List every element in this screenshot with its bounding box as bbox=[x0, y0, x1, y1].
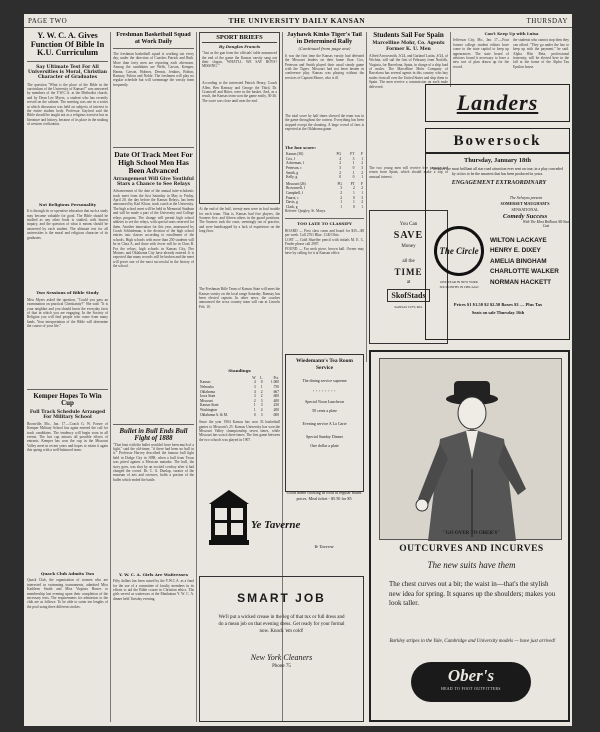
wiedemann-evening: Evening service A La Carte bbox=[302, 420, 347, 426]
prices-text: Prices $1 $1.50 $2 $2.50 Boxes $3 — Plus Tax bbox=[453, 301, 543, 307]
sensational-text: SENSATIONAL bbox=[511, 206, 539, 212]
column-rule bbox=[110, 32, 111, 722]
kemper-subhead: Full Track Schedule Arranged For Military School bbox=[29, 409, 106, 420]
sport-briefs-title: SPORT BRIEFS bbox=[202, 35, 277, 43]
ywca-headline: Y. W. C. A. Gives Function Of Bible In K.U. Curriculum bbox=[30, 32, 105, 58]
seats-text: Seats on sale Thursday 16th bbox=[471, 309, 525, 315]
circle-sub-1: ONE YEAR IN NEW YORK bbox=[440, 279, 478, 284]
cast-list bbox=[490, 236, 570, 289]
lantern-icon bbox=[205, 488, 253, 550]
newspaper-page bbox=[24, 14, 572, 726]
column-1 bbox=[27, 32, 108, 722]
cast-member: WILTON LACKAYE bbox=[490, 236, 547, 244]
standings-row: Kansas State 1 3 .250 bbox=[200, 403, 279, 408]
box-score-row: Smith, g 2 1 2 bbox=[286, 170, 363, 175]
spain-subhead: Marcelline Mohr, Co. Agents Former K. U. Men bbox=[372, 41, 445, 52]
bull-headline: Bullet in Bull Ends Bull Fight of 1888 bbox=[119, 428, 188, 443]
smart-job-phone: Phone 75 bbox=[272, 664, 291, 670]
smart-job-ad bbox=[199, 576, 364, 722]
standings-title: Standings bbox=[228, 368, 251, 374]
classified-head: TOO LATE TO CLASSIFY bbox=[297, 221, 352, 227]
wiedemann-title: Wiedemann's Tea Room Service bbox=[295, 358, 354, 371]
save-money: Money bbox=[401, 244, 416, 249]
luisa-body: Jefferson City, Mo., Jan. 17.—Four former college student editors have come to the state capitol to keep up appearances. The state board of advisers found it necessary to have a new sort of plan drawn up for the record. bbox=[453, 38, 509, 69]
masthead-title: THE UNIVERSITY DAILY KANSAN bbox=[228, 16, 366, 25]
box-score-row: Clark, g 1 0 1 bbox=[286, 204, 363, 209]
cast-member: AMELIA BINGHAM bbox=[490, 257, 547, 265]
bible-study-head: Two Sessions of Bible Study bbox=[36, 290, 99, 296]
jayhawk-subhead: (Continued from page one) bbox=[298, 46, 351, 52]
column-6-top bbox=[453, 32, 570, 80]
jayhawk-body: It was the first time the Kansas varsity had defeated the Missouri leaders on their home floor. Cox, Peterson and Smith played their usual steady game with the Tigers. Missouri had not been beaten in conference play. Kansas was playing without the services of Captain Moore, who is ill. bbox=[285, 53, 364, 80]
wiedemann-line1: The dining service supreme bbox=[302, 377, 347, 383]
smart-job-title: SMART JOB bbox=[237, 591, 326, 605]
ywca-girls-head: Y. W. C. A. Girls Are Waitresses bbox=[119, 571, 188, 577]
standings-row: Iowa State 3 2 .600 bbox=[200, 394, 279, 399]
spain-body-2: The two young men will receive free passage and return from Spain, which should make a trip of unusual interest. bbox=[369, 165, 448, 179]
sport-body-2: The Freshman Rifle Team of Kansas State will meet the Kansas varsity on the local range Saturday. Ramsay has been elected captain. In other news, the coaches announced the cross country team will run at Lincoln Feb. 10. bbox=[199, 287, 280, 309]
track-meet-headline: Date Of Track Meet For High School Men Has Been Advanced bbox=[114, 150, 193, 175]
box-score-row: Campbell, f 2 1 1 bbox=[286, 190, 363, 195]
engagement-text: ENGAGEMENT EXTRAORDINARY bbox=[451, 179, 547, 186]
save-store-sub: KANSAS CITY, MO. bbox=[394, 305, 423, 309]
obers-headline: OUTCURVES AND INCURVES bbox=[399, 544, 544, 554]
save-time: TIME bbox=[394, 267, 423, 277]
box-score-row: Peterson, c 3 0 3 bbox=[286, 165, 363, 170]
box-score-row: Ackerman, f 2 1 2 bbox=[286, 161, 363, 166]
spain-body: Alfred Arrowsmith, Jr'24, and Garland Lattin, Jr'24, of Wichita, will sail the first of February from Norfolk, Virginia, for Barcelona, Spain, in charge of a ship load of mules. The Marcelline Mohr Company of Barcelona has several agents in this country who buy mules from all over the United States and ship them to Spain. The men receive a commission on each mule delivered. bbox=[369, 53, 448, 89]
classified-body: BOARD — First class room and board for $35—$8 per week. Call 2761 Blue. 1140 Ohio. LOST — Gold Shaeffer pencil with initials M. E. C. Finder please call 2907. FOUND — Fur neck piece, brown ball. Owner may have by calling for it at Kansan office. bbox=[285, 228, 364, 255]
freshman-headline: Freshman Basketball Squad at Work Daily bbox=[116, 32, 191, 45]
standings-row: Missouri 2 3 .400 bbox=[200, 398, 279, 403]
cast-member: CHARLOTTE WALKER bbox=[490, 268, 559, 276]
column-4 bbox=[285, 32, 364, 362]
cast-member: NORMAN HACKETT bbox=[490, 278, 552, 286]
cast-member: HENRY E. DIXEY bbox=[490, 247, 541, 255]
box-score-header: Kansas (30) FG FT F bbox=[286, 152, 363, 157]
wiedemann-sunday: Special Sunday Dinner bbox=[306, 433, 343, 439]
wiedemann-sunday-price: One dollar a plate bbox=[310, 442, 339, 448]
ywca-section-head: Not Religious Personality bbox=[38, 201, 97, 207]
obers-stripes: Barkley stripes in the Yale, Cambridge and University models — have just arrived! bbox=[389, 639, 556, 644]
selwyns-text: The Selwyns present bbox=[509, 194, 543, 200]
ywca-section-body: It is through its co-operative education that such a study may become valuable for good. The Bible should be studied as any other book is studied, with honest inquiry, and the question of what it means should be answered by each student. The ultimate test for all universities is the moral and religious character of its graduates. bbox=[27, 209, 108, 240]
quack-head: Quack Club Admits Two bbox=[40, 570, 95, 576]
ywca-subhead: Say Ultimate Test For All Universities is Moral, Christian Character of Graduates bbox=[27, 65, 108, 81]
standings-row: Washington 1 4 .200 bbox=[200, 407, 279, 412]
jayhawk-headline: Jayhawk Kinks Tiger's Tail in Determined Rally bbox=[287, 32, 362, 45]
box-score-header: Missouri (26) FG FT F bbox=[286, 181, 363, 186]
standings-row: Nebraska 3 1 .750 bbox=[200, 384, 279, 389]
ywca-girls-body: Fifty dollars has been raised by the Y.W.C.A. as a fund for the use of a committee of faculty members in its efforts to aid the Bible course in Christian ethics. The girls served as waitresses at the Manhattan Y. W. C. A. dinner held Tuesday evening. bbox=[113, 579, 194, 601]
landers-logo: Landers bbox=[456, 90, 539, 115]
smart-job-store: New York Cleaners bbox=[250, 653, 313, 663]
box-score-row: Faurot, c 2 0 3 bbox=[286, 195, 363, 200]
obers-logo-text: Ober's bbox=[447, 666, 495, 685]
spain-headline: Students Sail For Spain bbox=[373, 32, 444, 39]
circle-title: The Circle bbox=[439, 245, 479, 256]
standings-table bbox=[199, 376, 280, 417]
standings-header: W L Pct. bbox=[252, 375, 279, 380]
masthead-day: THURSDAY bbox=[526, 16, 568, 25]
sport-body: At the end of the half, twenty men were in foul trouble for each team. That is, Kansas had five players, the Sooners five, and fifteen others in the guard positions. The Sooners took the court, seemingly out of practice, and were handicapped by a lack of experience on the long floor. bbox=[199, 207, 280, 234]
standings-row: Kansas 4 0 1.000 bbox=[200, 380, 279, 385]
quack-body: Quack Club, the organization of women who are interested in swimming tournaments, admitted Miss Kathleen Smith and Miss Virginia Hawes to membership last evening upon their completion of the necessary tests. The requirements for admission to the club are as follows: To be able to swim ten lengths of the pool using three different strokes. bbox=[27, 578, 108, 609]
taverne-tagline: Good home cooking in food at regular board prices. Meal ticket - $5.50 for $5 bbox=[286, 490, 362, 501]
sport-briefs-box bbox=[199, 32, 280, 204]
sport-briefs-quote: "Just as the gun from the officials' table announced the end of the game the Kansas varsity sang out their slogan, 'WHAT'LL WE SAY BOYS? MISSING'." bbox=[202, 51, 277, 69]
obers-photo-caption: "GO OVER TO OBER'S" bbox=[443, 531, 500, 536]
save-all-the: all the bbox=[402, 259, 415, 264]
taverne-logo: Ye Taverne bbox=[251, 519, 301, 531]
masthead-page: PAGE TWO bbox=[28, 16, 68, 25]
save-store-name: SkofStads bbox=[387, 289, 429, 302]
column-rule bbox=[450, 32, 451, 87]
luisa-head: Can't Keep Up with Luisa bbox=[484, 32, 539, 36]
obers-ad bbox=[369, 350, 570, 722]
luisa-body-2: the students who cannot stop then they can afford. "They go under the law to keep up with the payment," he said. Alpha Rho Beta, professional fraternity, will be elected here in the fall at the home of the Alpha Tau Epsilon house. bbox=[513, 38, 569, 69]
all-star-text: With The Most Brilliant All-Star Cast bbox=[522, 219, 570, 228]
landers-ad bbox=[425, 84, 570, 122]
smart-job-body: We'll put a wicked crease in the leg of that tux or full dress and do a mean job on that evening dress. Get ready for your formal now. Knock 'em cold! bbox=[218, 615, 345, 634]
box-score-row: Kelly, g 0 0 1 bbox=[286, 175, 363, 180]
sport-body-3: Since the year 1904 Kansas has won 33 basketball games to Missouri's 25. Kansas University has won the Missouri Valley championship seven times, while Missouri has won it three times. The first game between the two schools was played in 1907. bbox=[199, 420, 280, 442]
track-meet-subhead: Arrangement Will Give Youthful Stars a Chance to See Relays bbox=[113, 176, 194, 188]
ywca-body: The question "What is the place of the Bible in the curriculum of the University of Kansas?" was answered by members of the Y.W.C.A. at the Methodist church, and by Dean Lee Myers, a student who has recently served on the cabinet. The meeting was one in a series at which discussion was held on subjects of interest to the entire student body. Professor Gaylord said the Bible should be taught not as a religious exercise but as literature and history, because of its place in the making of western civilization. bbox=[27, 82, 108, 127]
save-at: at bbox=[406, 280, 411, 285]
obers-photo bbox=[379, 358, 562, 540]
sport-briefs-body: According to the interested Patrick Henry, Coach Allen, Ben Ramsay and George the Third, Dr. Cromwell and Ritter, were in the basket. And, as a result, the Kansas team won the game easily, 30-26. The score was close until near the end. bbox=[202, 81, 277, 103]
save-headline: SAVE bbox=[393, 230, 424, 241]
comedy-text: Comedy Success bbox=[502, 212, 548, 220]
box-score-row: Davis, g 1 1 2 bbox=[286, 200, 363, 205]
obers-logo-sub: HEAD TO FOOT OUTFITTERS bbox=[441, 687, 501, 691]
track-meet-body: Advancement of the date of the annual inter-scholastic track meet from the first Saturday in May to Friday, April 20, the day before the Kansas Relays, has been announced by Karl Klooz, track coach at the University. The high school meet will be held in Memorial Stadium and will be made a part of the University and College relays program. The change will permit high school athletes to see the relays, with special seats reserved for them. Another innovation for this year, announced by Coach Schlademan, is the division of the high school entries into classes according to enrollment of the schools. High schools with more than 250 students will be in Class A, and those with fewer will be in Class B. For the relays, high schools in Kansas City, Des Moines, and Oklahoma City have already entered. It is expected that many records will be broken and the meet will prove one of the most successful in the history of the school. bbox=[113, 189, 194, 269]
bowersock-offer: We offer the most brilliant all star road attraction ever sent on tour, in a play conceded by critics to be the smartest that has been produced in years. bbox=[432, 167, 563, 176]
box-score-missouri bbox=[285, 182, 364, 210]
bowersock-title: Bowersock bbox=[426, 133, 569, 154]
bible-study-body: Miss Myers asked the question, "Could you pass an examination on practical Christianity?" She said: "It is your neighbor and you should know the everyday facts of that in which you are engaging. In the Society of Religion you will find people who come from many lands. Your interpretation of the Bible will determine the course of your life." bbox=[27, 297, 108, 329]
jayhawk-body-2: The total score by half times showed the team was in the game throughout the contest. Everything has been stopped except the shouting. A large crowd of fans is expected at the Oklahoma game. bbox=[285, 113, 364, 132]
column-rule bbox=[196, 32, 197, 722]
ye-taverne-ad bbox=[199, 484, 364, 568]
kemper-headline: Kemper Hopes To Win Cup bbox=[33, 391, 102, 408]
obers-subhead: The new suits have them bbox=[427, 560, 516, 570]
box-score-row: Brownwell, f 3 2 2 bbox=[286, 186, 363, 191]
box-score-kansas bbox=[285, 152, 364, 180]
wiedemann-tea-room-ad: Wiedemann's Tea Room Service The dining service supreme • • • • • • • • Special Noon Luncheon 50 cents a plate Evening service A La Carte Special Sunday Dinner One dollar a plate bbox=[285, 354, 364, 492]
box-score-title: The box score: bbox=[285, 144, 316, 150]
circle-sub-2: SIX MONTHS IN CHICAGO bbox=[439, 284, 479, 289]
taverne-sign: Ye Taverne bbox=[314, 544, 334, 549]
kemper-body: Boonville, Mo., Jan. 17.—Coach G. W. Forsee of Kemper Military School has again entered the call for track candidates. The tendency will begin soon in all events. The lost cup attracts all possible efforts of entrants. Kemper has won the cup in the Missouri Valley meet in recent years and hopes to retain it again this spring with a well-balanced team. bbox=[27, 421, 108, 453]
freshman-body: The freshman basketball squad is working out every day, under the direction of Coaches Patrick and Ruth. More than forty men are reporting each afternoon. Among the candidates are Wells, Carson, Kemper, Hanna, Carson, Holmes, Dennis, Jenkins, Bolton, Ramsay, Fulton and Noble. The freshmen will play no regular schedule but will scrimmage the varsity team frequently. bbox=[113, 52, 194, 87]
masthead bbox=[24, 14, 572, 28]
standings-row: Oklahoma A. & M. 0 3 .000 bbox=[200, 412, 279, 417]
obers-logo bbox=[411, 662, 531, 702]
column-rule bbox=[366, 32, 367, 362]
obers-body: The chest curves out a bit; the waist in—that's the stylish new idea for spring. It squares up the shoulders; makes you look taller. bbox=[389, 580, 556, 607]
referee-line: Referee: Quigley, St. Marys. bbox=[285, 209, 327, 214]
save-you-can: You Can bbox=[399, 222, 418, 227]
somerset-text: SOMERSET MAUGHAM'S bbox=[500, 200, 550, 206]
man-in-coat-icon bbox=[380, 359, 563, 541]
box-score-row: Cox, f 4 3 1 bbox=[286, 156, 363, 161]
circle-logo bbox=[434, 226, 484, 276]
column-2 bbox=[113, 32, 194, 722]
bull-body: "That bout with the bullet wouldn't have been much of a fight," said the old-timer, "if there had been no bull in it." Professor Harvey described the famous bull fight held in Dodge City in 1888, when a bull from Texas was pitted against a Mexican matador. The bull, the story goes, was shot by an excited cowboy after it had charged the crowd. Dr. C. G. Dunlap, curator of the museum of arts and sciences, holds a portion of the bullet which ended the battle. bbox=[113, 442, 194, 482]
standings-row: Oklahoma 4 2 .667 bbox=[200, 389, 279, 394]
wiedemann-lunch-price: 50 cents a plate bbox=[312, 407, 337, 413]
wiedemann-lunch: Special Noon Luncheon bbox=[305, 398, 344, 404]
bowersock-ad bbox=[425, 128, 570, 340]
bowersock-date: Thursday, January 18th bbox=[463, 157, 531, 164]
sport-briefs-byline: By Douglas Francis bbox=[218, 43, 261, 49]
